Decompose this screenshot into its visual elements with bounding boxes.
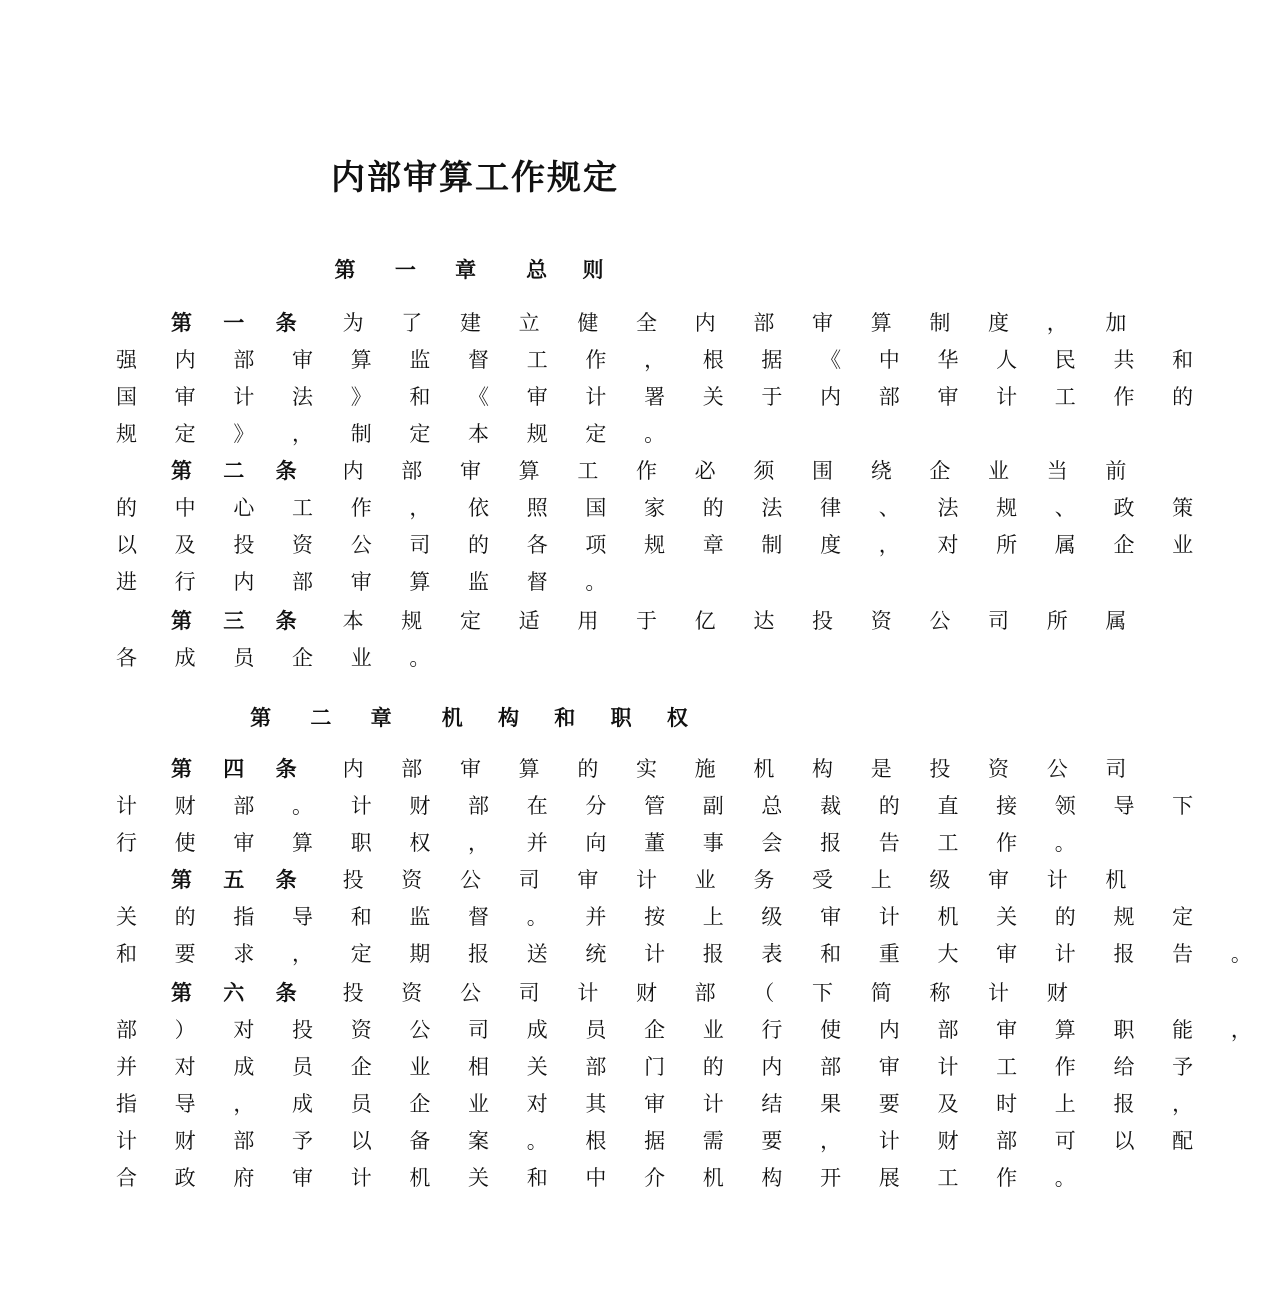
- article-label: 第 二 条: [171, 459, 309, 483]
- article-5-line-1: [171, 862, 1142, 899]
- article-2-line-3: 以 及 投 资 公 司 的 各 项 规 章 制 度 ， 对 所 属 企 业: [116, 533, 1209, 557]
- article-6-line-6: 合 政 府 审 计 机 关 和 中 介 机 构 开 展 工 作 。: [116, 1166, 1092, 1190]
- article-3-line-2: 各 成 员 企 业 。: [116, 646, 446, 670]
- article-4-line-1: [171, 751, 1142, 788]
- article-6-line-2: 部 ） 对 投 资 公 司 成 员 企 业 行 使 内 部 审 算 职 能 ，: [116, 1018, 1267, 1042]
- article-text: 投 资 公 司 审 计 业 务 受 上 级 审 计 机: [342, 868, 1142, 892]
- article-text: 投 资 公 司 计 财 部 （ 下 简 称 计 财: [342, 981, 1084, 1005]
- article-1-line-4: 规 定 》 ， 制 定 本 规 定 。: [116, 422, 681, 446]
- article-text: 为 了 建 立 健 全 内 部 审 算 制 度 ， 加: [342, 311, 1142, 335]
- article-label: 第 三 条: [171, 609, 309, 633]
- article-6-line-1: [171, 975, 1084, 1012]
- chapter-name: 总 则: [526, 258, 616, 282]
- article-3-line-1: [171, 603, 1142, 640]
- article-2-line-4: 进 行 内 部 审 算 监 督 。: [116, 570, 622, 594]
- article-4-line-2: 计 财 部 。 计 财 部 在 分 管 副 总 裁 的 直 接 领 导 下: [116, 794, 1209, 818]
- article-1-line-3: 国 审 计 法 》 和 《 审 计 署 关 于 内 部 审 计 工 作 的: [116, 385, 1209, 409]
- article-label: 第 五 条: [171, 868, 309, 892]
- article-text: 本 规 定 适 用 于 亿 达 投 资 公 司 所 属: [342, 609, 1142, 633]
- article-label: 第 一 条: [171, 311, 309, 335]
- article-6-line-4: 指 导 ， 成 员 企 业 对 其 审 计 结 果 要 及 时 上 报 ，: [116, 1092, 1209, 1116]
- article-6-line-3: 并 对 成 员 企 业 相 关 部 门 的 内 部 审 计 工 作 给 予: [116, 1055, 1209, 1079]
- chapter-heading-2: [0, 702, 950, 732]
- chapter-label: 第 二 章: [250, 706, 406, 730]
- article-1-line-1: [171, 305, 1142, 342]
- article-1-line-2: 强 内 部 审 算 监 督 工 作 ， 根 据 《 中 华 人 民 共 和: [116, 348, 1209, 372]
- chapter-label: 第 一 章: [334, 258, 491, 282]
- article-5-line-2: 关 的 指 导 和 监 督 。 并 按 上 级 审 计 机 关 的 规 定: [116, 905, 1209, 929]
- chapter-name: 机 构 和 职 权: [441, 706, 700, 730]
- article-2-line-2: 的 中 心 工 作 ， 依 照 国 家 的 法 律 、 法 规 、 政 策: [116, 496, 1209, 520]
- article-6-line-5: 计 财 部 予 以 备 案 。 根 据 需 要 ， 计 财 部 可 以 配: [116, 1129, 1209, 1153]
- document-title: 内部审算工作规定: [331, 158, 619, 198]
- article-label: 第 四 条: [171, 757, 309, 781]
- article-label: 第 六 条: [171, 981, 309, 1005]
- article-5-line-3: 和 要 求 ， 定 期 报 送 统 计 报 表 和 重 大 审 计 报 告 。: [116, 942, 1267, 966]
- article-4-line-3: 行 使 审 算 职 权 ， 并 向 董 事 会 报 告 工 作 。: [116, 831, 1092, 855]
- article-text: 内 部 审 算 的 实 施 机 构 是 投 资 公 司: [342, 757, 1142, 781]
- article-2-line-1: [171, 453, 1142, 490]
- chapter-heading-1: [0, 254, 950, 284]
- article-text: 内 部 审 算 工 作 必 须 围 绕 企 业 当 前: [342, 459, 1142, 483]
